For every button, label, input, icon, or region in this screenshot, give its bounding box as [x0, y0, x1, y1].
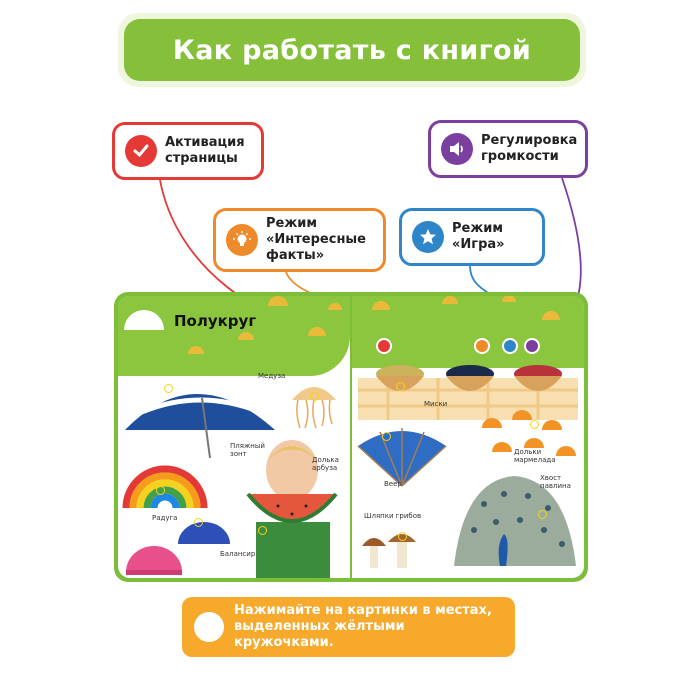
mushrooms-image[interactable]	[358, 524, 424, 572]
callout-facts-text: Режим «Интересные факты»	[266, 216, 366, 263]
right-page	[352, 296, 584, 578]
callout-volume-text: Регулировка громкости	[481, 133, 578, 164]
callout-game-text: Режим «Игра»	[452, 221, 505, 252]
hotspot-umbrella[interactable]	[164, 384, 173, 393]
balancer-image[interactable]	[122, 514, 242, 576]
fan-image[interactable]	[354, 424, 450, 488]
label-rainbow: Радуга	[152, 514, 178, 522]
activation-check-button[interactable]	[376, 338, 392, 354]
label-mushrooms: Шляпки грибов	[364, 512, 422, 520]
hotspot-mushrooms[interactable]	[398, 532, 407, 541]
lemon-slices-decor-right	[352, 296, 584, 368]
hotspot-watermelon[interactable]	[258, 526, 267, 535]
hotspot-rainbow[interactable]	[156, 486, 165, 495]
label-umbrella: Пляжный зонт	[230, 442, 265, 458]
hotspot-fan[interactable]	[382, 432, 391, 441]
game-mode-button[interactable]	[502, 338, 518, 354]
speaker-icon	[441, 133, 473, 165]
label-marmalade: Дольки мармелада	[514, 448, 556, 464]
jellyfish-image[interactable]	[286, 378, 342, 430]
hotspot-jellyfish[interactable]	[310, 392, 319, 401]
label-balancer: Балансир	[220, 550, 256, 558]
callout-activation	[112, 122, 264, 180]
rainbow-image[interactable]	[122, 462, 208, 510]
label-fan: Веер	[384, 480, 402, 488]
star-icon	[412, 221, 444, 253]
callout-activation-text: Активация страницы	[165, 135, 245, 166]
hotspot-peacock[interactable]	[538, 510, 547, 519]
callout-facts	[213, 208, 386, 272]
lemon-slices-decor	[118, 296, 350, 376]
lightbulb-icon	[226, 224, 258, 256]
left-page	[118, 296, 350, 578]
instruction-text: Нажимайте на картинки в местах, выделенных жёлтыми кружочками.	[234, 603, 492, 650]
callout-game	[399, 208, 545, 266]
left-page-title: Полукруг	[174, 312, 257, 330]
facts-mode-button[interactable]	[474, 338, 490, 354]
label-bowls: Миски	[424, 400, 448, 408]
page-title: Как работать с книгой	[124, 19, 580, 81]
label-peacock: Хвост павлина	[540, 474, 571, 490]
hotspot-marmalade[interactable]	[530, 420, 539, 429]
yellow-circle-icon	[194, 612, 224, 642]
callout-volume	[428, 120, 588, 178]
hotspot-balancer[interactable]	[194, 518, 203, 527]
instruction-hint	[182, 597, 515, 657]
label-watermelon: Долька арбуза	[312, 456, 339, 472]
checkmark-icon	[125, 135, 157, 167]
label-jellyfish: Медуза	[258, 372, 286, 380]
hotspot-bowls[interactable]	[396, 382, 405, 391]
volume-button[interactable]	[524, 338, 540, 354]
